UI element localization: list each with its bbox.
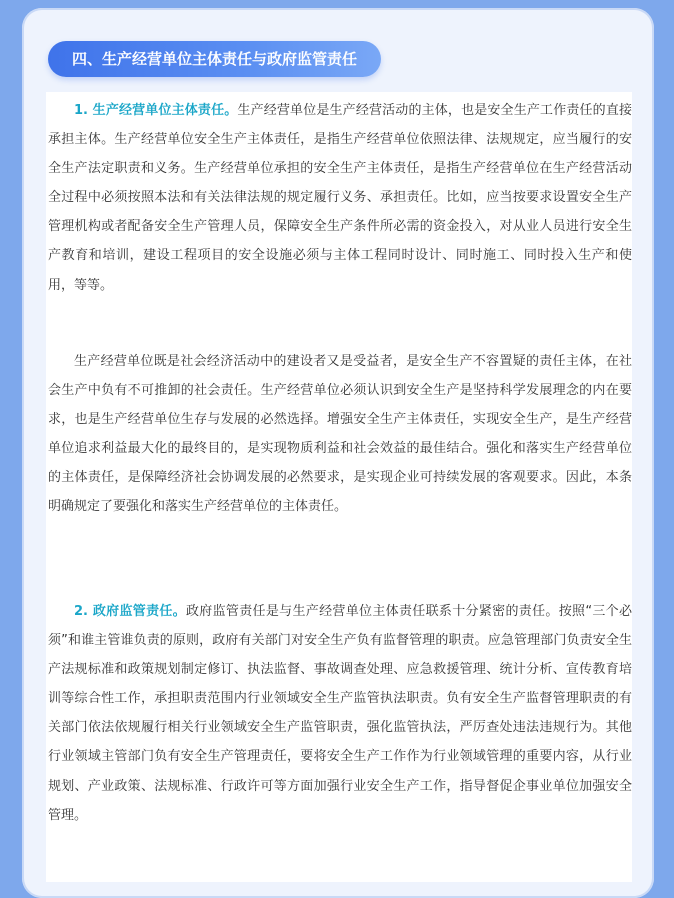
paragraph-heading-government: 2. 政府监管责任。 xyxy=(74,604,186,619)
paragraph-heading-enterprise: 1. 生产经营单位主体责任。 xyxy=(74,103,238,118)
paragraph-body: 政府监管责任是与生产经营单位主体责任联系十分紧密的责任。按照“三个必须”和谁主管谁负责的原则，政府有关部门对安全生产负有监督管理的职责。应急管理部门负责安全生产法规标准和政策规划制定修订、执法监督、事故调查处理、应急救援管理、统计分析、宣传教育培训等综合性工作，承担职责范围内行业领域安全生产监管执法职责。负有安全生产监督管理职责的有关部门依法依规履行相关行业领域安全生产监管职责，强化监管执法，严厉查处违法违规行为。其他行业领域主管部门负有安全生产管理责任，要将安全生产工作作为行业领域管理的重要内容，从行业规划、产业政策、法规标准、行政许可等方面加强行业安全生产工作，指导督促企事业单位加强安全管理。 xyxy=(48,604,632,823)
paragraph-enterprise-responsibility xyxy=(46,96,632,300)
paragraph-body: 生产经营单位是生产经营活动的主体，也是安全生产工作责任的直接承担主体。生产经营单位安全生产主体责任，是指生产经营单位依照法律、法规规定，应当履行的安全生产法定职责和义务。生产经营单位承担的安全生产主体责任，是指生产经营单位在生产经营活动全过程中必须按照本法和有关法律法规的规定履行义务、承担责任。比如，应当按要求设置安全生产管理机构或者配备安全生产管理人员，保障安全生产条件所必需的资金投入，对从业人员进行安全生产教育和培训，建设工程项目的安全设施必须与主体工程同时设计、同时施工、同时投入生产和使用，等等。 xyxy=(48,103,632,293)
paragraph-enterprise-social-responsibility xyxy=(46,347,632,522)
article-content xyxy=(46,92,632,882)
paragraph-government-supervision xyxy=(46,597,632,830)
section-title: 四、生产经营单位主体责任与政府监管责任 xyxy=(48,41,381,77)
paragraph-body: 生产经营单位既是社会经济活动中的建设者又是受益者，是安全生产不容置疑的责任主体，在社会生产中负有不可推卸的社会责任。生产经营单位必须认识到安全生产是坚持科学发展理念的内在要求，也是生产经营单位生存与发展的必然选择。增强安全生产主体责任，实现安全生产，是生产经营单位追求利益最大化的最终目的，是实现物质利益和社会效益的最佳结合。强化和落实生产经营单位的主体责任，是保障经济社会协调发展的必然要求，是实现企业可持续发展的客观要求。因此，本条明确规定了要强化和落实生产经营单位的主体责任。 xyxy=(48,354,632,515)
